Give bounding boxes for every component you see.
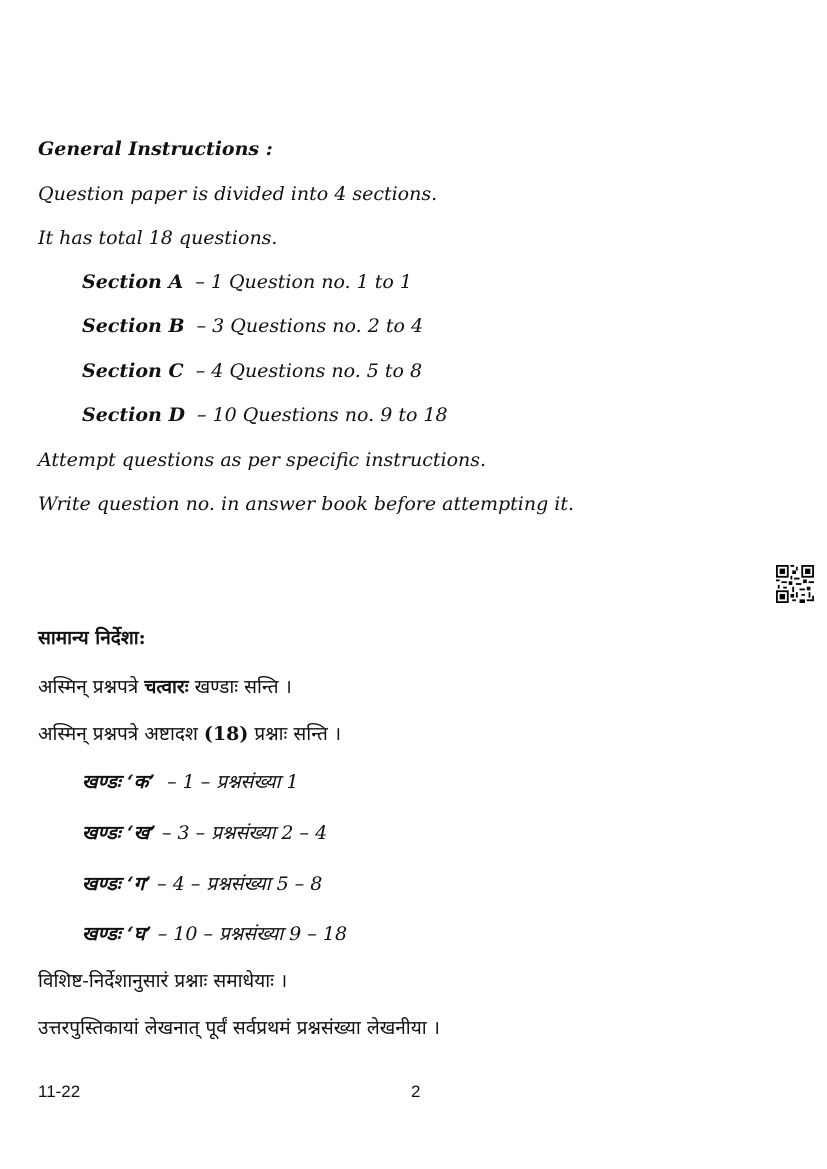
section-name: Section D [82,404,185,426]
sanskrit-heading: सामान्य निर्देशा: [38,627,146,649]
section-name: खण्डः ‘क’ [82,771,156,793]
text-segment-bold: चत्वारः [144,676,189,698]
qr-code-icon [776,565,814,603]
english-section-c [82,360,422,382]
sanskrit-line-total [38,720,341,746]
english-line-sections: Question paper is divided into 4 sections. [38,183,438,205]
section-name: Section C [82,360,184,382]
text-segment: अस्मिन् प्रश्नपत्रे [38,676,145,698]
section-name: खण्डः ‘घ’ [82,923,152,945]
section-name: खण्डः ‘ख’ [82,822,156,844]
section-name: Section B [82,315,185,337]
sanskrit-line-attempt: विशिष्ट-निर्देशानुसारं प्रश्नाः समाधेयाः । [38,970,288,992]
paper-code: 11-22 [38,1082,81,1101]
section-detail: – 4 Questions no. 5 to 8 [195,360,423,382]
section-name: Section A [82,271,184,293]
section-detail: – 10 Questions no. 9 to 18 [197,404,448,426]
sanskrit-line-write: उत्तरपुस्तिकायां लेखनात् पूर्वं सर्वप्रथमं प्रश्नसंख्या लेखनीया । [38,1017,440,1039]
english-heading: General Instructions : [38,138,273,160]
sanskrit-section-ka [82,768,299,794]
english-line-attempt: Attempt questions as per specific instructions. [38,449,487,471]
page-number: 2 [411,1082,421,1101]
section-detail: – 1 – प्रश्नसंख्या 1 [167,771,299,793]
english-line-total: It has total 18 questions. [38,227,278,249]
text-segment: अस्मिन् प्रश्नपत्रे अष्टादश [38,723,204,745]
section-detail: – 1 Question no. 1 to 1 [195,271,412,293]
english-section-d [82,404,448,426]
section-detail: – 3 – प्रश्नसंख्या 2 – 4 [162,822,328,844]
section-name: खण्डः ‘ग’ [82,873,152,895]
sanskrit-line-sections [38,673,292,699]
english-section-a [82,271,412,293]
sanskrit-section-kha [82,819,327,845]
section-detail: – 4 – प्रश्नसंख्या 5 – 8 [157,873,323,895]
sanskrit-section-ga [82,870,322,896]
text-segment: खण्डाः सन्ति । [188,676,292,698]
english-section-b [82,315,423,337]
text-segment: प्रश्नाः सन्ति । [248,723,342,745]
sanskrit-section-gha [82,920,347,946]
english-line-write: Write question no. in answer book before attempting it. [38,493,575,515]
text-segment-bold: (18) [203,723,249,745]
section-detail: – 10 – प्रश्नसंख्या 9 – 18 [157,923,348,945]
section-detail: – 3 Questions no. 2 to 4 [196,315,424,337]
